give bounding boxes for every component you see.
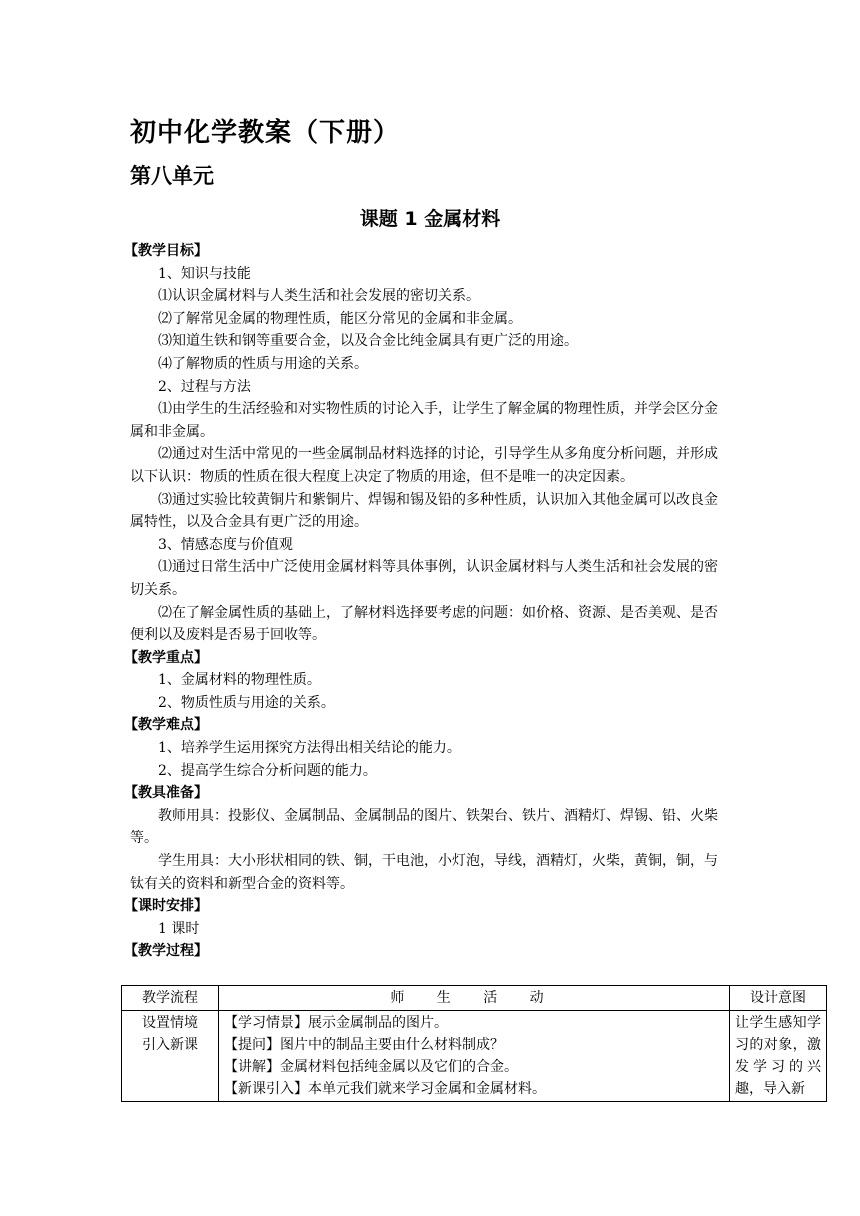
emotion-item: ⑵在了解金属性质的基础上，了解材料选择要考虑的问题：如价格、资源、是否美观、是否便利以及废料是否易于回收等。 xyxy=(130,604,718,644)
knowledge-item: ⑷了解物质的性质与用途的关系。 xyxy=(158,355,368,372)
key-point-item: 1、金属材料的物理性质。 xyxy=(158,672,321,689)
column-header-intent: 设计意图 xyxy=(730,986,827,1011)
activity-line: 【提问】图片中的制品主要由什么材料制成？ xyxy=(224,1037,504,1053)
difficulty-item: 2、提高学生综合分析问题的能力。 xyxy=(158,762,377,779)
process-item: ⑴由学生的生活经验和对实物性质的讨论入手，让学生了解金属的物理性质，并学会区分金属和非金属。 xyxy=(130,401,718,440)
schedule-heading: 【课时安排】 xyxy=(124,898,208,915)
knowledge-item: ⑵了解常见金属的物理性质，能区分常见的金属和非金属。 xyxy=(158,310,522,327)
activity-line: 【学习情景】展示金属制品的图片。 xyxy=(224,1015,448,1031)
knowledge-item: ⑴认识金属材料与人类生活和社会发展的密切关系。 xyxy=(158,288,480,305)
flow-line: 设置情境 xyxy=(142,1015,198,1031)
table-row xyxy=(122,1011,827,1102)
knowledge-item: ⑶知道生铁和钢等重要合金，以及合金比纯金属具有更广泛的用途。 xyxy=(158,333,578,350)
flow-line: 引入新课 xyxy=(142,1037,198,1053)
student-tools: 学生用具：大小形状相同的铁、铜，干电池，小灯泡，导线，酒精灯，火柴，黄铜，铜，与钛有关的资料和新型合金的资料等。 xyxy=(130,853,718,892)
key-points-heading: 【教学重点】 xyxy=(124,649,208,666)
tools-heading: 【教具准备】 xyxy=(124,785,208,802)
key-point-item: 2、物质性质与用途的关系。 xyxy=(158,694,335,711)
column-header-flow: 教学流程 xyxy=(122,986,219,1011)
document-title: 初中化学教案（下册） xyxy=(130,118,401,148)
schedule-value: 1 课时 xyxy=(158,920,200,937)
emotion-title: 3、情感态度与价值观 xyxy=(158,536,293,553)
process-item: ⑶通过实验比较黄铜片和紫铜片、焊锡和锡及铅的多种性质，认识加入其他金属可以改良金属特性，以及合金具有更广泛的用途。 xyxy=(130,491,718,531)
teacher-tools: 教师用具：投影仪、金属制品、金属制品的图片、铁架台、铁片、酒精灯、焊锡、铅、火柴等。 xyxy=(130,807,718,847)
process-table-heading: 【教学过程】 xyxy=(124,943,208,960)
process-item: ⑵通过对生活中常见的一些金属制品材料选择的讨论，引导学生从多角度分析问题，并形成以下认识：物质的性质在很大程度上决定了物质的用途，但不是唯一的决定因素。 xyxy=(130,446,718,485)
emotion-item: ⑴通过日常生活中广泛使用金属材料等具体事例，认识金属材料与人类生活和社会发展的密切关系。 xyxy=(130,559,718,598)
knowledge-title: 1、知识与技能 xyxy=(158,265,251,282)
intent-cell: 让学生感知学习的对象，激发学习的兴趣，导入新 xyxy=(730,1011,827,1102)
activity-line: 【讲解】金属材料包括纯金属以及它们的合金。 xyxy=(224,1059,518,1075)
process-title: 2、过程与方法 xyxy=(158,378,251,395)
table-header-row xyxy=(122,986,827,1011)
teaching-process-table xyxy=(121,985,827,1102)
difficulty-item: 1、培养学生运用探究方法得出相关结论的能力。 xyxy=(158,740,461,757)
lesson-title: 课题 1 金属材料 xyxy=(359,208,501,230)
column-header-activities: 师 生 活 动 xyxy=(219,986,730,1011)
activity-line: 【新课引入】本单元我们就来学习金属和金属材料。 xyxy=(224,1081,546,1097)
flow-cell xyxy=(122,1011,219,1102)
unit-title: 第八单元 xyxy=(130,164,214,188)
goals-heading: 【教学目标】 xyxy=(124,243,208,259)
difficulties-heading: 【教学难点】 xyxy=(124,717,208,734)
activities-cell xyxy=(219,1011,730,1102)
lesson-content xyxy=(124,240,730,963)
